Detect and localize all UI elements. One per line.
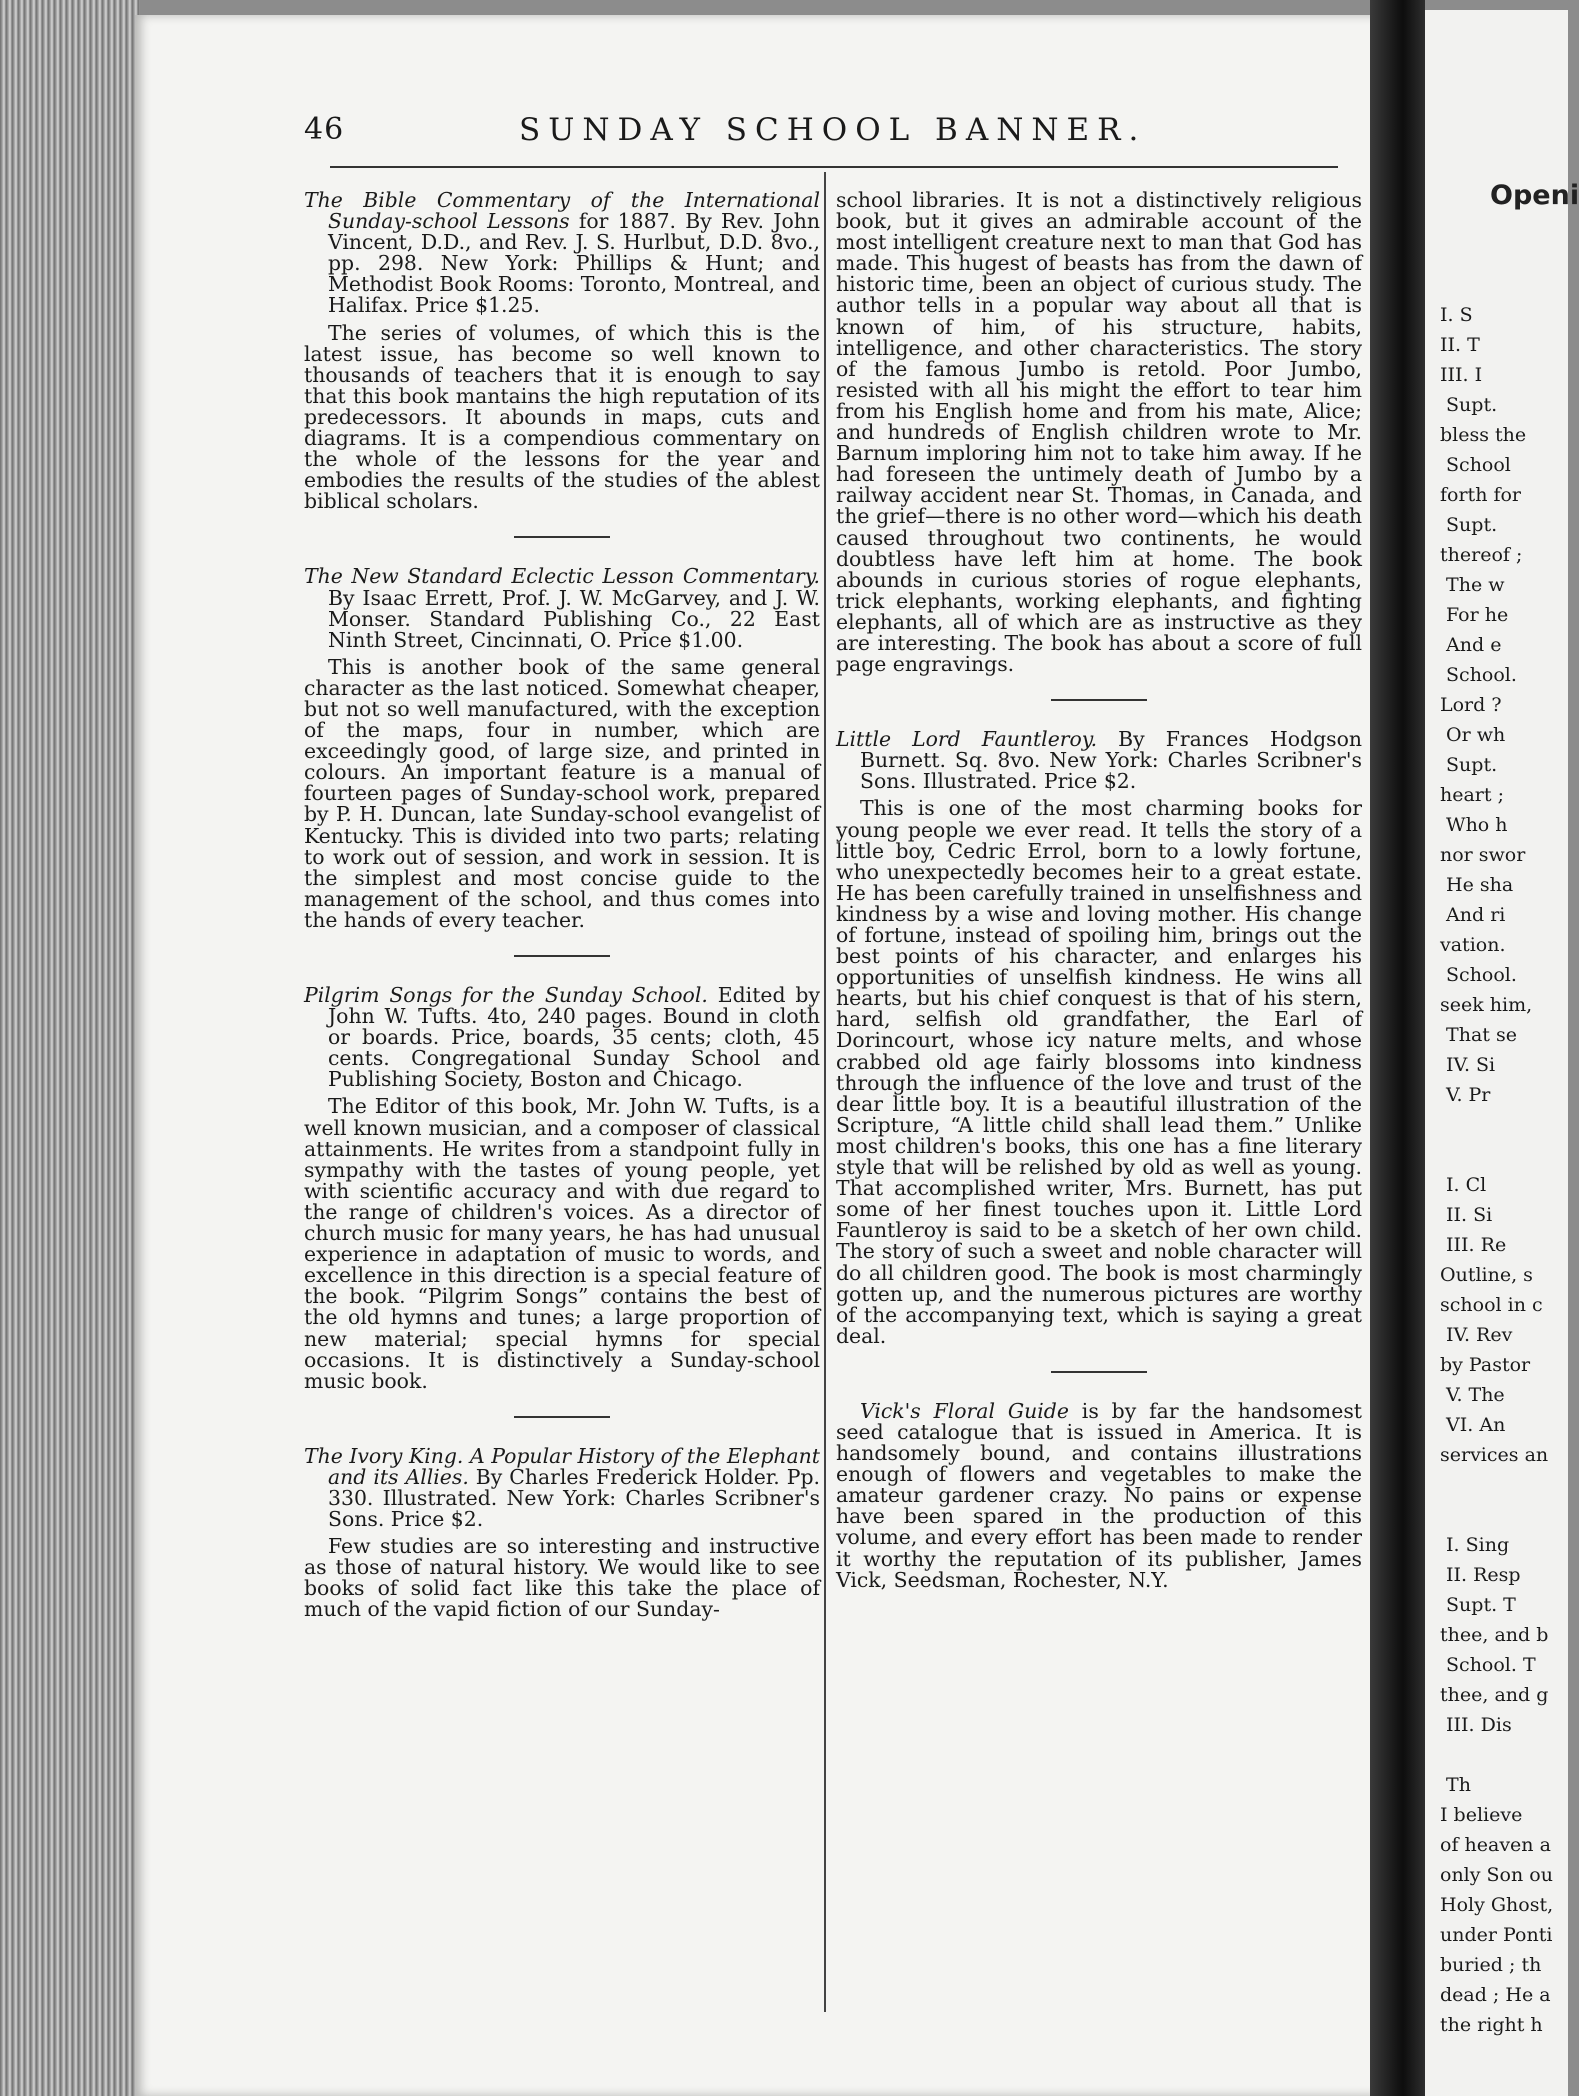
review-entry xyxy=(836,1398,1362,1592)
right-column xyxy=(836,190,1362,1591)
citation-details: for 1887. By Rev. John Vincent, D.D., and Rev. J. S. Hurlbut, D.D. 8vo., pp. 298. New York: Phillips & Hunt; and Methodist Book Rooms: Toronto, Montreal, and Halifax. Price $1.25. xyxy=(328,209,820,318)
citation-details: By Charles Frederick Holder. Pp. 330. Illustrated. New York: Charles Scribner's Sons. Price $2. xyxy=(328,1464,820,1532)
book-title: The Ivory King. A Popular History of the Elephant and its Allies. xyxy=(304,1443,820,1489)
entry-citation xyxy=(304,566,820,650)
review-text xyxy=(836,1398,1362,1592)
book-title: Vick's Floral Guide xyxy=(860,1398,1069,1423)
entry-citation xyxy=(304,985,820,1090)
review-text: Few studies are so interesting and instructive as those of natural history. We would like to see books of solid fact like this take the place of much of the vapid fiction of our Sunday- xyxy=(304,1534,820,1622)
section-divider xyxy=(514,1416,610,1418)
book-title: Little Lord Fauntleroy. xyxy=(836,727,1098,752)
review-continuation: school libraries. It is not a distinctively religious book, but it gives an admirable account of the most intelligent creature next to man that God has made. This hugest of beasts has from the dawn of historic time, been an object of curious study. The author tells in a popular way about all that is known of him, of his structure, habits, intelligence, and other characteristics. The story of the famous Jumbo is retold. Poor Jumbo, resisted with all his might the effort to tear him from his English home and from his mate, Alice; and hundreds of English children wrote to Mr. Barnum imploring him not to take him away. If he had foreseen the untimely death of Jumbo by a railway accident near St. Thomas, in Canada, and the grief—there is no other word—which his death caused throughout two continents, he would doubtless have left him at home. The book abounds in curious stories of rogue elephants, trick elephants, working elephants, and fighting elephants, all of which are as instructive as they are interesting. The book has about a score of full page engravings. xyxy=(836,188,1362,677)
entry-citation xyxy=(304,190,820,317)
review-text: This is another book of the same general character as the last noticed. Somewhat cheaper, but not so well manufactured, with the exception of the maps, four in number, which are exceedingly good, of large size, and printed in colours. An important feature is a manual of fourteen pages of Sunday-school work, prepared by P. H. Duncan, late Sunday-school evangelist of Kentucky. This is divided into two parts; relating to work out of session, and work in session. It is the simplest and most concise guide to the management of the school, and thus comes into the hands of every teacher. xyxy=(304,654,820,932)
book-title: The New Standard Eclectic Lesson Commentary. xyxy=(304,564,820,589)
entry-citation xyxy=(304,1443,820,1532)
facing-page-title: Openi xyxy=(1490,180,1579,211)
review-entry xyxy=(304,566,820,931)
page-header xyxy=(304,112,1340,164)
left-column xyxy=(304,190,820,1621)
book-title: The Bible Commentary of the International Sunday-school Lessons xyxy=(304,188,820,234)
citation-details: By Frances Hodgson Burnett. Sq. 8vo. New York: Charles Scribner's Sons. Illustrated. Price $2. xyxy=(860,727,1362,794)
section-divider xyxy=(514,955,610,957)
review-text: The series of volumes, of which this is the latest issue, has become so well known to thousands of teachers that it is enough to say that this book mantains the high reputation of its predecessors. It abounds in maps, cuts and diagrams. It is a compendious commentary on the whole of the lessons for the year and embodies the results of the studies of the ablest biblical scholars. xyxy=(304,320,820,514)
review-body: is by far the handsomest seed catalogue that is issued in America. It is handsomely bound, and contains illustrations enough of flowers and vegetables to make the amateur gardener crazy. No pains or expense have been spared in the production of this volume, and every effort has been made to render it worthy the reputation of its publisher, James Vick, Seedsman, Rochester, N.Y. xyxy=(836,1398,1362,1592)
section-divider xyxy=(1051,699,1147,701)
book-title: Pilgrim Songs for the Sunday School. xyxy=(304,983,708,1007)
entry-citation xyxy=(836,729,1362,792)
citation-details: Edited by John W. Tufts. 4to, 240 pages. Bound in cloth or boards. Price, boards, 35 cents; cloth, 45 cents. Congregational Sunday School and Publishing Society, Boston and Chicago. xyxy=(328,983,820,1092)
facing-page-text: I. S II. T III. I Supt. bless the School forth for Supt. thereof ; The w For he And e School. Lord ? Or wh Supt. heart ; Who h nor swor He sha And ri vation. School. seek him, That se IV. Si V. Pr I. Cl II. Si III. Re Outline, s school in c IV. Rev by Pastor V. The VI. An services an I. Sing II. Resp Supt. T thee, and b School. T thee, and g III. Dis Th I believe of heaven a only Son ou Holy Ghost, under Ponti buried ; th dead ; He a the right h xyxy=(1440,304,1554,2036)
citation-details: By Isaac Errett, Prof. J. W. McGarvey, and J. W. Monser. Standard Publishing Co., 22 East Ninth Street, Cincinnati, O. Price $1.00. xyxy=(328,585,820,652)
review-entry xyxy=(304,190,820,512)
review-text: This is one of the most charming books for young people we ever read. It tells the story of a little boy, Cedric Errol, born to a lowly fortune, who unexpectedly becomes heir to a great estate. He has been carefully trained in unselfishness and kindness by a wise and loving mother. His change of fortune, instead of spoiling him, brings out the best points of his character, and enlarges his opportunities of unselfish kindness. He wins all hearts, but his chief conquest is that of his stern, hard, selfish old grandfather, the Earl of Dorincourt, whose icy nature melts, and whose crabbed old age fairly blossoms into kindness through the influence of the love and trust of the dear little boy. It is a beautiful illustration of the Scripture, “A little child shall lead them.” Unlike most children's books, this one has a fine literary style that will be relished by old as well as young. That accomplished writer, Mrs. Burnett, has put some of her finest touches upon it. Little Lord Fauntleroy is said to be a sketch of her own child. The story of such a sweet and noble character will do all children good. The book is most charmingly gotten up, and the numerous pictures are worthy of the accompanying text, which is saying a great deal. xyxy=(836,796,1362,1348)
review-text: The Editor of this book, Mr. John W. Tufts, is a well known musician, and a composer of classical attainments. He writes from a standpoint fully in sympathy with the tastes of young people, yet with scientific accuracy and with due regard to the range of children's voices. As a director of church music for many years, he has had unusual experience in adaptation of music to words, and excellence in this direction is a special feature of the book. “Pilgrim Songs” contains the best of the old hymns and tunes; a large proportion of new material; special hymns for special occasions. It is distinctively a Sunday-school music book. xyxy=(304,1094,820,1393)
header-rule xyxy=(330,166,1338,168)
running-head: SUNDAY SCHOOL BANNER. xyxy=(519,112,1147,148)
review-entry xyxy=(304,1443,820,1622)
review-entry xyxy=(836,729,1362,1347)
section-divider xyxy=(514,536,610,538)
page-edges xyxy=(0,0,140,2096)
section-divider xyxy=(1051,1371,1147,1373)
column-rule xyxy=(824,172,826,2012)
review-entry xyxy=(304,985,820,1392)
book-gutter xyxy=(1370,0,1425,2096)
page-number: 46 xyxy=(304,112,345,147)
